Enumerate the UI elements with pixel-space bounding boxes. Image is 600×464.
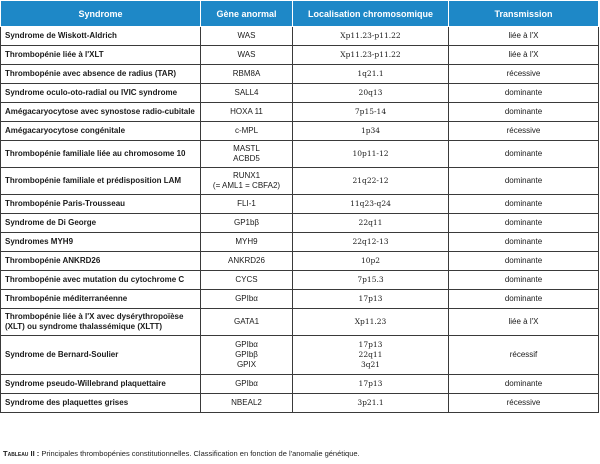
header-location: Localisation chromosomique — [293, 1, 449, 27]
cell-transmission: récessive — [449, 122, 599, 141]
cell-syndrome: Thrombopénie familiale et prédisposition LAM — [1, 168, 201, 195]
cell-location-line: 22q12-13 — [352, 237, 389, 246]
cell-location — [293, 336, 449, 375]
cell-location-line: 10p11-12 — [352, 149, 389, 158]
cell-syndrome: Syndrome oculo-oto-radial ou IVIC syndrome — [1, 84, 201, 103]
table-row — [1, 290, 599, 309]
cell-location-line: 1p34 — [360, 126, 381, 135]
cell-gene — [201, 168, 293, 195]
header-syndrome: Syndrome — [1, 1, 201, 27]
table-row — [1, 65, 599, 84]
cell-gene-line: WAS — [237, 50, 256, 59]
cell-transmission: récessif — [449, 336, 599, 375]
table-row — [1, 394, 599, 413]
cell-location-line: 7p15.3 — [357, 275, 384, 284]
cell-transmission: récessive — [449, 65, 599, 84]
cell-location — [293, 214, 449, 233]
cell-gene-line: ANKRD26 — [228, 256, 265, 265]
cell-location-line: 21q22-12 — [352, 176, 389, 185]
cell-syndrome: Syndrome de Bernard-Soulier — [1, 336, 201, 375]
table-header — [1, 1, 599, 27]
cell-location — [293, 103, 449, 122]
cell-location-line: 22q11 — [358, 350, 383, 359]
cell-syndrome: Syndrome pseudo-Willebrand plaquettaire — [1, 375, 201, 394]
table-caption — [3, 449, 360, 458]
cell-syndrome: Thrombopénie avec absence de radius (TAR) — [1, 65, 201, 84]
cell-gene — [201, 214, 293, 233]
cell-location-line: 17p13 — [358, 340, 383, 349]
cell-transmission: liée à l'X — [449, 27, 599, 46]
cell-gene — [201, 233, 293, 252]
cell-gene — [201, 309, 293, 336]
cell-location-line: 17p13 — [358, 379, 383, 388]
table-row — [1, 195, 599, 214]
cell-transmission: dominante — [449, 141, 599, 168]
cell-gene-line: RBM8A — [232, 69, 261, 78]
cell-syndrome: Syndrome de Wiskott-Aldrich — [1, 27, 201, 46]
cell-gene-line: MASTL — [233, 144, 260, 153]
cell-gene — [201, 84, 293, 103]
cell-location-line: 11q23-q24 — [350, 199, 391, 208]
cell-location-line: 7p15-14 — [354, 107, 387, 116]
table-row — [1, 375, 599, 394]
cell-syndrome: Syndrome des plaquettes grises — [1, 394, 201, 413]
cell-location-line: 22q11 — [358, 218, 383, 227]
table-row — [1, 214, 599, 233]
cell-transmission: dominante — [449, 214, 599, 233]
cell-gene-line: GPIbα — [235, 294, 258, 303]
cell-location-line: 17p13 — [358, 294, 383, 303]
cell-location — [293, 309, 449, 336]
cell-syndrome: Amégacaryocytose avec synostose radio-cubitale — [1, 103, 201, 122]
cell-location — [293, 233, 449, 252]
cell-transmission: récessive — [449, 394, 599, 413]
header-transmission: Transmission — [449, 1, 599, 27]
cell-gene — [201, 290, 293, 309]
cell-location-line: 3q21 — [360, 360, 381, 369]
cell-gene-line: WAS — [237, 31, 256, 40]
cell-transmission: liée à l'X — [449, 46, 599, 65]
cell-location-line: Xp11.23-p11.22 — [340, 50, 401, 59]
cell-location — [293, 168, 449, 195]
cell-gene-line: (= AML1 = CBFA2) — [212, 181, 281, 190]
cell-gene-line: ACBD5 — [233, 154, 260, 163]
cell-location — [293, 65, 449, 84]
cell-location — [293, 290, 449, 309]
cell-syndrome: Thrombopénie familiale liée au chromosome 10 — [1, 141, 201, 168]
cell-gene-line: GPIX — [236, 360, 257, 369]
cell-gene — [201, 271, 293, 290]
cell-transmission: dominante — [449, 84, 599, 103]
cell-location-line: 1q21.1 — [357, 69, 384, 78]
caption-label: Tableau II : — [3, 449, 40, 458]
cell-transmission: dominante — [449, 168, 599, 195]
cell-gene — [201, 103, 293, 122]
header-gene: Gène anormal — [201, 1, 293, 27]
table-row — [1, 336, 599, 375]
cell-gene — [201, 141, 293, 168]
cell-location — [293, 141, 449, 168]
cell-syndrome: Syndrome de Di George — [1, 214, 201, 233]
cell-gene — [201, 336, 293, 375]
cell-location-line: 20q13 — [358, 88, 383, 97]
cell-location-line: Xp11.23 — [354, 317, 387, 326]
table-row — [1, 84, 599, 103]
cell-transmission: dominante — [449, 375, 599, 394]
cell-location — [293, 195, 449, 214]
cell-syndrome: Thrombopénie Paris-Trousseau — [1, 195, 201, 214]
cell-location — [293, 46, 449, 65]
table-row — [1, 309, 599, 336]
cell-gene-line: FLI-1 — [237, 199, 256, 208]
cell-transmission: dominante — [449, 195, 599, 214]
cell-syndrome: Syndromes MYH9 — [1, 233, 201, 252]
cell-gene — [201, 65, 293, 84]
cell-location-line: 10p2 — [360, 256, 381, 265]
cell-transmission: dominante — [449, 103, 599, 122]
cell-gene-line: GPIbα — [235, 379, 258, 388]
cell-gene — [201, 195, 293, 214]
cell-gene-line: NBEAL2 — [231, 398, 262, 407]
cell-gene-line: GPIbβ — [235, 350, 258, 359]
cell-location — [293, 252, 449, 271]
header-row — [1, 1, 599, 27]
table-row — [1, 122, 599, 141]
cell-location-line: Xp11.23-p11.22 — [340, 31, 401, 40]
cell-location — [293, 27, 449, 46]
cell-location — [293, 122, 449, 141]
cell-gene — [201, 27, 293, 46]
cell-gene-line: GP1bβ — [233, 218, 260, 227]
cell-location — [293, 271, 449, 290]
caption-text: Principales thrombopénies constitutionnelles. Classification en fonction de l'anomalie génétique. — [39, 449, 360, 458]
cell-location — [293, 84, 449, 103]
cell-syndrome: Thrombopénie liée à l'XLT — [1, 46, 201, 65]
cell-gene — [201, 252, 293, 271]
cell-syndrome: Thrombopénie ANKRD26 — [1, 252, 201, 271]
cell-location — [293, 375, 449, 394]
cell-gene-line: GPIbα — [235, 340, 258, 349]
cell-gene — [201, 375, 293, 394]
table-row — [1, 103, 599, 122]
cell-location — [293, 394, 449, 413]
cell-transmission: dominante — [449, 233, 599, 252]
table-row — [1, 233, 599, 252]
cell-gene-line: RUNX1 — [232, 171, 261, 180]
cell-gene-line: HOXA 11 — [230, 107, 263, 116]
cell-gene-line: c-MPL — [234, 126, 259, 135]
cell-transmission: liée à l'X — [449, 309, 599, 336]
cell-syndrome: Thrombopénie avec mutation du cytochrome C — [1, 271, 201, 290]
cell-syndrome: Thrombopénie liée à l'X avec dysérythropoïèse (XLT) ou syndrome thalassémique (XLTT) — [1, 309, 201, 336]
cell-gene-line: GATA1 — [233, 317, 260, 326]
cell-syndrome: Amégacaryocytose congénitale — [1, 122, 201, 141]
table-row — [1, 271, 599, 290]
table-row — [1, 46, 599, 65]
cell-transmission: dominante — [449, 252, 599, 271]
cell-transmission: dominante — [449, 271, 599, 290]
cell-transmission: dominante — [449, 290, 599, 309]
cell-gene — [201, 46, 293, 65]
table-row — [1, 252, 599, 271]
cell-gene-line: SALL4 — [234, 88, 259, 97]
table-row — [1, 141, 599, 168]
cell-gene — [201, 394, 293, 413]
cell-syndrome: Thrombopénie méditerranéenne — [1, 290, 201, 309]
table-row — [1, 168, 599, 195]
cell-gene — [201, 122, 293, 141]
cell-gene-line: MYH9 — [235, 237, 258, 246]
cell-location-line: 3p21.1 — [357, 398, 384, 407]
cell-gene-line: CYCS — [235, 275, 258, 284]
table-body — [1, 27, 599, 413]
table-row — [1, 27, 599, 46]
